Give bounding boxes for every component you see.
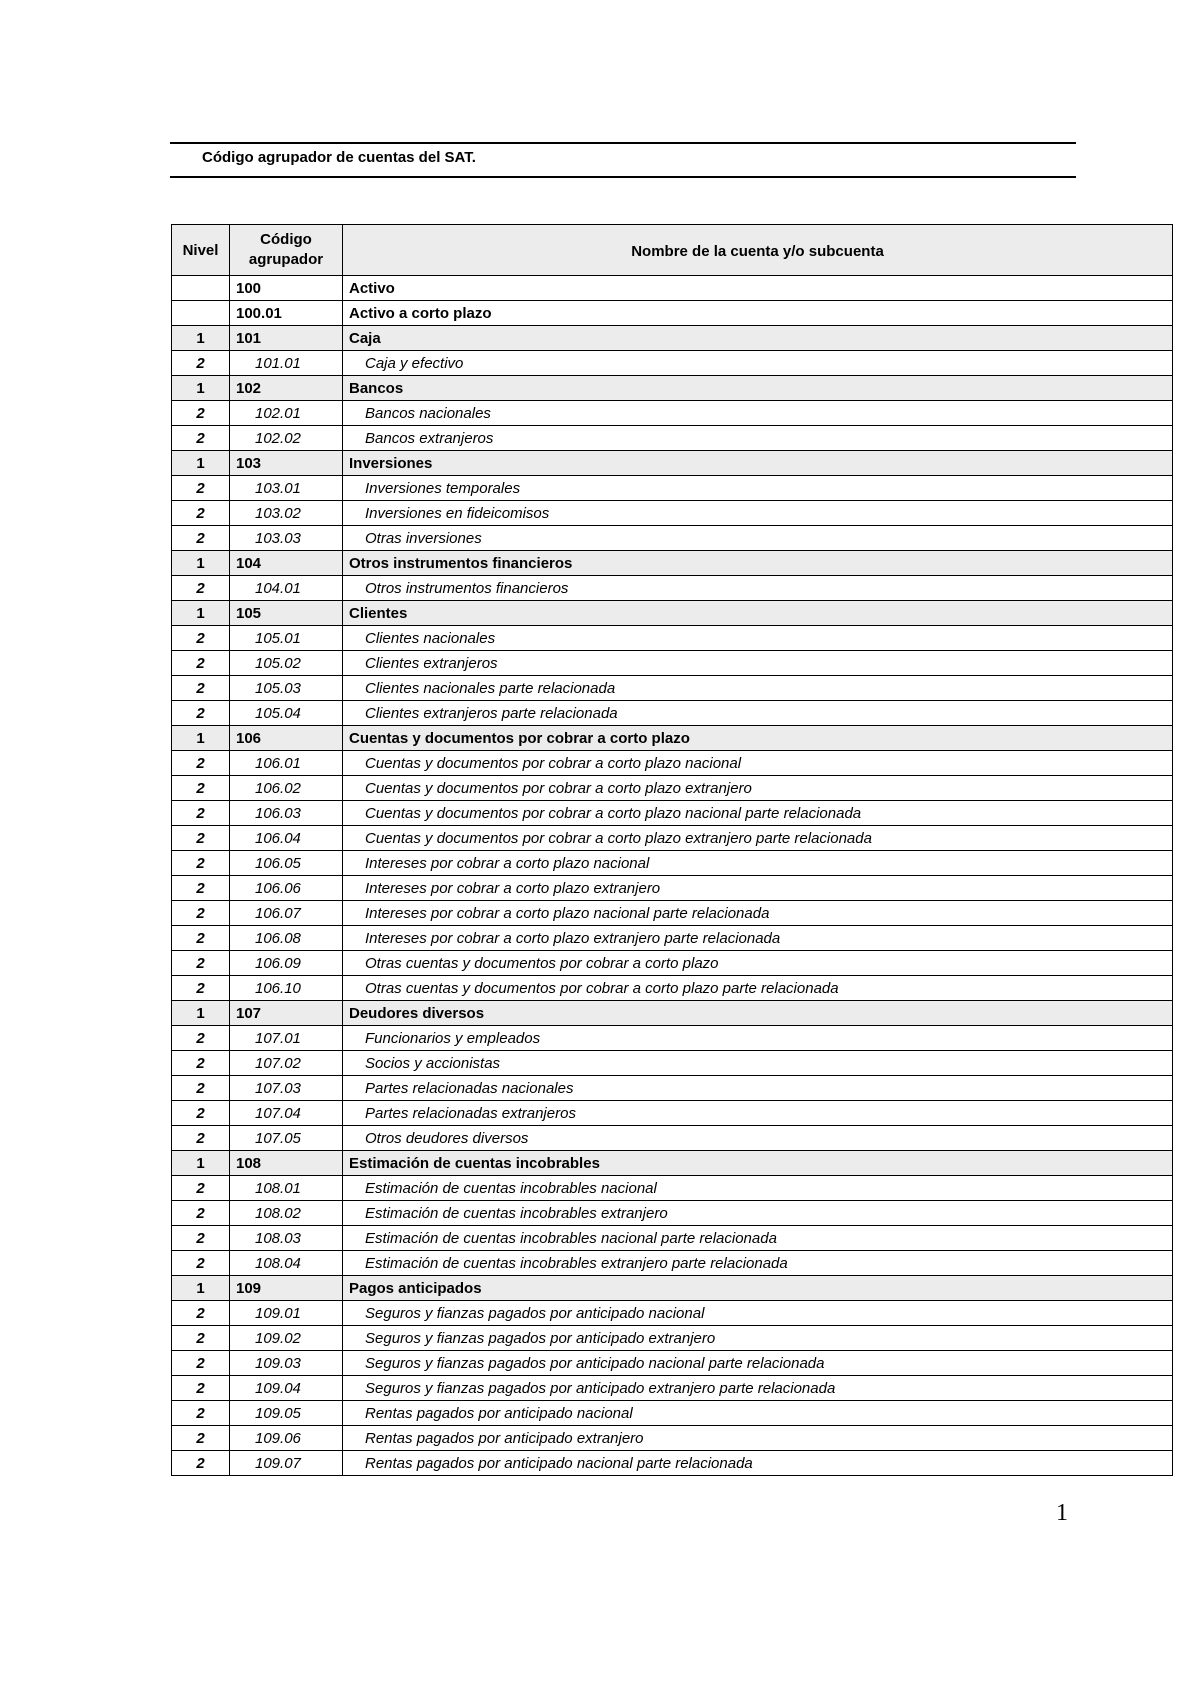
column-header-nivel: Nivel — [172, 225, 230, 276]
cell-nivel: 2 — [172, 1351, 230, 1376]
cell-nivel — [172, 276, 230, 301]
cell-nivel: 2 — [172, 1176, 230, 1201]
cell-nivel: 2 — [172, 926, 230, 951]
table-row — [172, 1101, 1173, 1126]
cell-code: 101.01 — [230, 351, 343, 376]
cell-name: Bancos extranjeros — [343, 426, 1173, 451]
cell-name: Clientes extranjeros parte relacionada — [343, 701, 1173, 726]
table-row — [172, 476, 1173, 501]
cell-nivel: 2 — [172, 1426, 230, 1451]
cell-nivel: 2 — [172, 1101, 230, 1126]
cell-code: 103 — [230, 451, 343, 476]
cell-code: 109.03 — [230, 1351, 343, 1376]
table-row — [172, 551, 1173, 576]
cell-name: Cuentas y documentos por cobrar a corto plazo — [343, 726, 1173, 751]
cell-nivel: 1 — [172, 326, 230, 351]
table-row — [172, 726, 1173, 751]
cell-name: Otros instrumentos financieros — [343, 551, 1173, 576]
table-row — [172, 1251, 1173, 1276]
cell-code: 109.05 — [230, 1401, 343, 1426]
table-row — [172, 1226, 1173, 1251]
cell-name: Pagos anticipados — [343, 1276, 1173, 1301]
table-row — [172, 1326, 1173, 1351]
cell-name: Estimación de cuentas incobrables — [343, 1151, 1173, 1176]
table-row — [172, 426, 1173, 451]
cell-name: Rentas pagados por anticipado extranjero — [343, 1426, 1173, 1451]
table-row — [172, 1051, 1173, 1076]
cell-name: Cuentas y documentos por cobrar a corto plazo extranjero parte relacionada — [343, 826, 1173, 851]
table-header-row — [172, 225, 1173, 276]
cell-code: 109.01 — [230, 1301, 343, 1326]
cell-name: Rentas pagados por anticipado nacional — [343, 1401, 1173, 1426]
table-row — [172, 676, 1173, 701]
table-row — [172, 801, 1173, 826]
table-row — [172, 651, 1173, 676]
cell-code: 104.01 — [230, 576, 343, 601]
cell-name: Caja — [343, 326, 1173, 351]
cell-code: 107.01 — [230, 1026, 343, 1051]
cell-name: Otros deudores diversos — [343, 1126, 1173, 1151]
table-row — [172, 851, 1173, 876]
cell-nivel: 2 — [172, 1401, 230, 1426]
cell-name: Otras cuentas y documentos por cobrar a corto plazo — [343, 951, 1173, 976]
table-row — [172, 951, 1173, 976]
cell-name: Seguros y fianzas pagados por anticipado nacional parte relacionada — [343, 1351, 1173, 1376]
document-title: Código agrupador de cuentas del SAT. — [202, 149, 476, 166]
cell-code: 103.03 — [230, 526, 343, 551]
cell-name: Cuentas y documentos por cobrar a corto plazo nacional parte relacionada — [343, 801, 1173, 826]
table-row — [172, 1076, 1173, 1101]
cell-code: 106 — [230, 726, 343, 751]
cell-code: 103.01 — [230, 476, 343, 501]
cell-nivel: 2 — [172, 801, 230, 826]
table-row — [172, 976, 1173, 1001]
cell-name: Estimación de cuentas incobrables extranjero parte relacionada — [343, 1251, 1173, 1276]
cell-name: Clientes nacionales parte relacionada — [343, 676, 1173, 701]
cell-code: 105.04 — [230, 701, 343, 726]
cell-nivel: 1 — [172, 451, 230, 476]
cell-code: 106.03 — [230, 801, 343, 826]
cell-nivel: 2 — [172, 626, 230, 651]
cell-code: 105.03 — [230, 676, 343, 701]
cell-nivel: 2 — [172, 1126, 230, 1151]
cell-code: 102.01 — [230, 401, 343, 426]
cell-name: Cuentas y documentos por cobrar a corto plazo nacional — [343, 751, 1173, 776]
cell-nivel: 1 — [172, 1151, 230, 1176]
document-header — [170, 142, 1076, 178]
table-row — [172, 926, 1173, 951]
cell-name: Estimación de cuentas incobrables nacional — [343, 1176, 1173, 1201]
cell-code: 107.05 — [230, 1126, 343, 1151]
cell-code: 105.02 — [230, 651, 343, 676]
cell-nivel: 1 — [172, 376, 230, 401]
table-row — [172, 601, 1173, 626]
cell-name: Clientes — [343, 601, 1173, 626]
cell-nivel: 2 — [172, 476, 230, 501]
cell-nivel: 2 — [172, 826, 230, 851]
cell-name: Seguros y fianzas pagados por anticipado extranjero — [343, 1326, 1173, 1351]
cell-code: 103.02 — [230, 501, 343, 526]
cell-nivel — [172, 301, 230, 326]
cell-name: Inversiones en fideicomisos — [343, 501, 1173, 526]
cell-code: 108 — [230, 1151, 343, 1176]
cell-nivel: 1 — [172, 601, 230, 626]
cell-nivel: 2 — [172, 951, 230, 976]
cell-name: Deudores diversos — [343, 1001, 1173, 1026]
cell-nivel: 2 — [172, 1301, 230, 1326]
cell-nivel: 2 — [172, 401, 230, 426]
cell-code: 106.02 — [230, 776, 343, 801]
table-row — [172, 1151, 1173, 1176]
cell-nivel: 1 — [172, 551, 230, 576]
cell-code: 107.02 — [230, 1051, 343, 1076]
table-row — [172, 1426, 1173, 1451]
table-row — [172, 1276, 1173, 1301]
cell-code: 102.02 — [230, 426, 343, 451]
cell-code: 100.01 — [230, 301, 343, 326]
cell-name: Rentas pagados por anticipado nacional parte relacionada — [343, 1451, 1173, 1476]
table-row — [172, 351, 1173, 376]
cell-nivel: 2 — [172, 751, 230, 776]
column-header-name: Nombre de la cuenta y/o subcuenta — [343, 225, 1173, 276]
cell-name: Seguros y fianzas pagados por anticipado extranjero parte relacionada — [343, 1376, 1173, 1401]
cell-code: 106.05 — [230, 851, 343, 876]
cell-code: 108.04 — [230, 1251, 343, 1276]
cell-code: 106.01 — [230, 751, 343, 776]
table-row — [172, 526, 1173, 551]
cell-name: Activo — [343, 276, 1173, 301]
table-row — [172, 901, 1173, 926]
table-row — [172, 1001, 1173, 1026]
cell-name: Inversiones — [343, 451, 1173, 476]
cell-code: 107.04 — [230, 1101, 343, 1126]
cell-nivel: 2 — [172, 1076, 230, 1101]
cell-code: 109.02 — [230, 1326, 343, 1351]
cell-nivel: 2 — [172, 776, 230, 801]
table-row — [172, 401, 1173, 426]
cell-code: 102 — [230, 376, 343, 401]
cell-nivel: 2 — [172, 901, 230, 926]
cell-nivel: 2 — [172, 1376, 230, 1401]
cell-nivel: 2 — [172, 876, 230, 901]
cell-name: Otros instrumentos financieros — [343, 576, 1173, 601]
cell-nivel: 2 — [172, 1051, 230, 1076]
cell-name: Clientes nacionales — [343, 626, 1173, 651]
cell-code: 106.09 — [230, 951, 343, 976]
cell-nivel: 2 — [172, 676, 230, 701]
cell-nivel: 2 — [172, 1326, 230, 1351]
cell-nivel: 2 — [172, 426, 230, 451]
table-row — [172, 1451, 1173, 1476]
cell-code: 109.07 — [230, 1451, 343, 1476]
cell-name: Cuentas y documentos por cobrar a corto plazo extranjero — [343, 776, 1173, 801]
accounts-table — [171, 224, 1173, 1476]
table-row — [172, 776, 1173, 801]
cell-nivel: 2 — [172, 1451, 230, 1476]
cell-nivel: 2 — [172, 701, 230, 726]
cell-name: Seguros y fianzas pagados por anticipado nacional — [343, 1301, 1173, 1326]
cell-name: Activo a corto plazo — [343, 301, 1173, 326]
cell-code: 104 — [230, 551, 343, 576]
cell-name: Bancos nacionales — [343, 401, 1173, 426]
cell-nivel: 1 — [172, 1001, 230, 1026]
table-row — [172, 701, 1173, 726]
table-row — [172, 1401, 1173, 1426]
table-row — [172, 501, 1173, 526]
cell-code: 108.01 — [230, 1176, 343, 1201]
cell-name: Partes relacionadas nacionales — [343, 1076, 1173, 1101]
table-row — [172, 326, 1173, 351]
table-row — [172, 626, 1173, 651]
cell-code: 108.03 — [230, 1226, 343, 1251]
cell-name: Caja y efectivo — [343, 351, 1173, 376]
table-row — [172, 376, 1173, 401]
table-row — [172, 751, 1173, 776]
cell-code: 106.10 — [230, 976, 343, 1001]
cell-code: 107.03 — [230, 1076, 343, 1101]
cell-code: 107 — [230, 1001, 343, 1026]
table-row — [172, 1176, 1173, 1201]
table-body — [172, 276, 1173, 1476]
cell-name: Intereses por cobrar a corto plazo nacional parte relacionada — [343, 901, 1173, 926]
cell-code: 108.02 — [230, 1201, 343, 1226]
page-number: 1 — [1056, 1500, 1068, 1526]
table-row — [172, 276, 1173, 301]
cell-code: 106.06 — [230, 876, 343, 901]
cell-nivel: 2 — [172, 1026, 230, 1051]
cell-code: 106.08 — [230, 926, 343, 951]
cell-code: 109.04 — [230, 1376, 343, 1401]
column-header-code — [230, 225, 343, 276]
cell-nivel: 1 — [172, 726, 230, 751]
table-row — [172, 1201, 1173, 1226]
cell-nivel: 2 — [172, 501, 230, 526]
cell-code: 105.01 — [230, 626, 343, 651]
cell-name: Intereses por cobrar a corto plazo extranjero — [343, 876, 1173, 901]
cell-name: Partes relacionadas extranjeros — [343, 1101, 1173, 1126]
table-row — [172, 1351, 1173, 1376]
cell-name: Intereses por cobrar a corto plazo nacional — [343, 851, 1173, 876]
table-row — [172, 576, 1173, 601]
cell-name: Socios y accionistas — [343, 1051, 1173, 1076]
cell-code: 101 — [230, 326, 343, 351]
cell-nivel: 2 — [172, 976, 230, 1001]
cell-code: 100 — [230, 276, 343, 301]
cell-name: Funcionarios y empleados — [343, 1026, 1173, 1051]
cell-code: 106.07 — [230, 901, 343, 926]
cell-name: Clientes extranjeros — [343, 651, 1173, 676]
table-row — [172, 1026, 1173, 1051]
column-header-code-label: Código agrupador — [248, 231, 324, 268]
cell-name: Otras inversiones — [343, 526, 1173, 551]
cell-nivel: 2 — [172, 526, 230, 551]
table-row — [172, 1126, 1173, 1151]
cell-nivel: 2 — [172, 1226, 230, 1251]
cell-name: Estimación de cuentas incobrables nacional parte relacionada — [343, 1226, 1173, 1251]
cell-code: 109.06 — [230, 1426, 343, 1451]
cell-name: Bancos — [343, 376, 1173, 401]
cell-nivel: 1 — [172, 1276, 230, 1301]
cell-name: Estimación de cuentas incobrables extranjero — [343, 1201, 1173, 1226]
table-row — [172, 876, 1173, 901]
table-row — [172, 301, 1173, 326]
cell-nivel: 2 — [172, 1251, 230, 1276]
table-row — [172, 826, 1173, 851]
table-row — [172, 1301, 1173, 1326]
cell-nivel: 2 — [172, 851, 230, 876]
cell-code: 106.04 — [230, 826, 343, 851]
cell-name: Otras cuentas y documentos por cobrar a corto plazo parte relacionada — [343, 976, 1173, 1001]
table-row — [172, 1376, 1173, 1401]
cell-nivel: 2 — [172, 351, 230, 376]
cell-nivel: 2 — [172, 576, 230, 601]
table-row — [172, 451, 1173, 476]
cell-name: Inversiones temporales — [343, 476, 1173, 501]
cell-nivel: 2 — [172, 651, 230, 676]
cell-code: 105 — [230, 601, 343, 626]
cell-name: Intereses por cobrar a corto plazo extranjero parte relacionada — [343, 926, 1173, 951]
cell-code: 109 — [230, 1276, 343, 1301]
cell-nivel: 2 — [172, 1201, 230, 1226]
